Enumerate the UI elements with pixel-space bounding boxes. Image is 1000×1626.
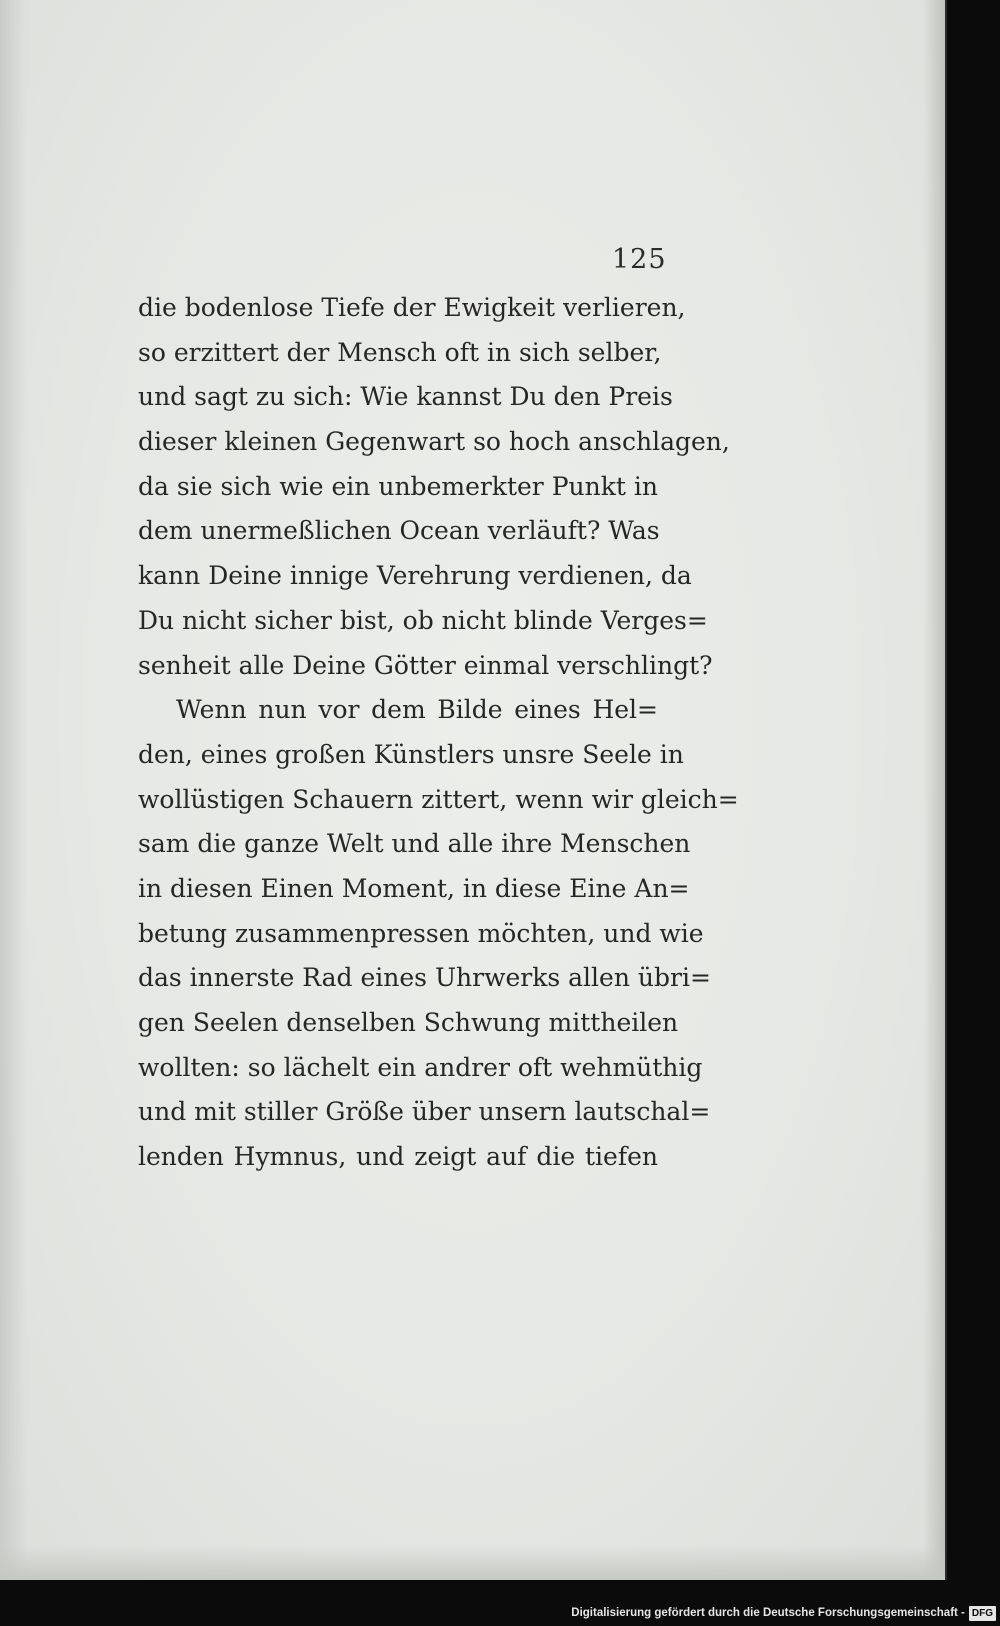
text-line: dem unermeßlichen Ocean verläuft? Was <box>138 516 660 546</box>
text-line: sam die ganze Welt und alle ihre Menschen <box>138 829 691 859</box>
text-line: kann Deine innige Verehrung verdienen, da <box>138 561 692 591</box>
text-line: wollten: so lächelt ein andrer oft wehmüthig <box>138 1052 703 1082</box>
text-line: das innerste Rad eines Uhrwerks allen übri= <box>138 963 711 993</box>
page-number: 125 <box>612 244 667 275</box>
text-line: betung zusammenpressen möchten, und wie <box>138 918 704 948</box>
credit-text: Digitalisierung gefördert durch die Deutsche Forschungsgemeinschaft - <box>571 1607 965 1619</box>
text-line: und mit stiller Größe über unsern lautschal= <box>138 1097 711 1127</box>
text-line: dieser kleinen Gegenwart so hoch anschlagen, <box>138 427 730 457</box>
text-line: so erzittert der Mensch oft in sich selber, <box>138 337 662 367</box>
text-line: senheit alle Deine Götter einmal verschlingt? <box>138 650 713 680</box>
digitization-credit <box>571 1604 996 1622</box>
text-line: in diesen Einen Moment, in diese Eine An= <box>138 873 690 903</box>
text-line: Wenn nun vor dem Bilde eines Hel= <box>176 695 658 725</box>
text-line: da sie sich wie ein unbemerkter Punkt in <box>138 471 658 501</box>
page-edge-shadow <box>923 0 945 1580</box>
text-line: den, eines großen Künstlers unsre Seele in <box>138 739 684 769</box>
body-text <box>138 286 739 1180</box>
dfg-logo-icon: DFG <box>969 1606 996 1621</box>
text-line: und sagt zu sich: Wie kannst Du den Preis <box>138 382 673 412</box>
text-line: wollüstigen Schauern zittert, wenn wir gleich= <box>138 784 739 814</box>
bottom-shadow <box>0 1545 945 1580</box>
text-line: die bodenlose Tiefe der Ewigkeit verlieren, <box>138 293 686 322</box>
text-line: lenden Hymnus, und zeigt auf die tiefen <box>138 1142 658 1172</box>
spine-shadow <box>0 0 28 1580</box>
text-line: gen Seelen denselben Schwung mittheilen <box>138 1008 679 1037</box>
text-line: Du nicht sicher bist, ob nicht blinde Verges= <box>138 605 708 635</box>
